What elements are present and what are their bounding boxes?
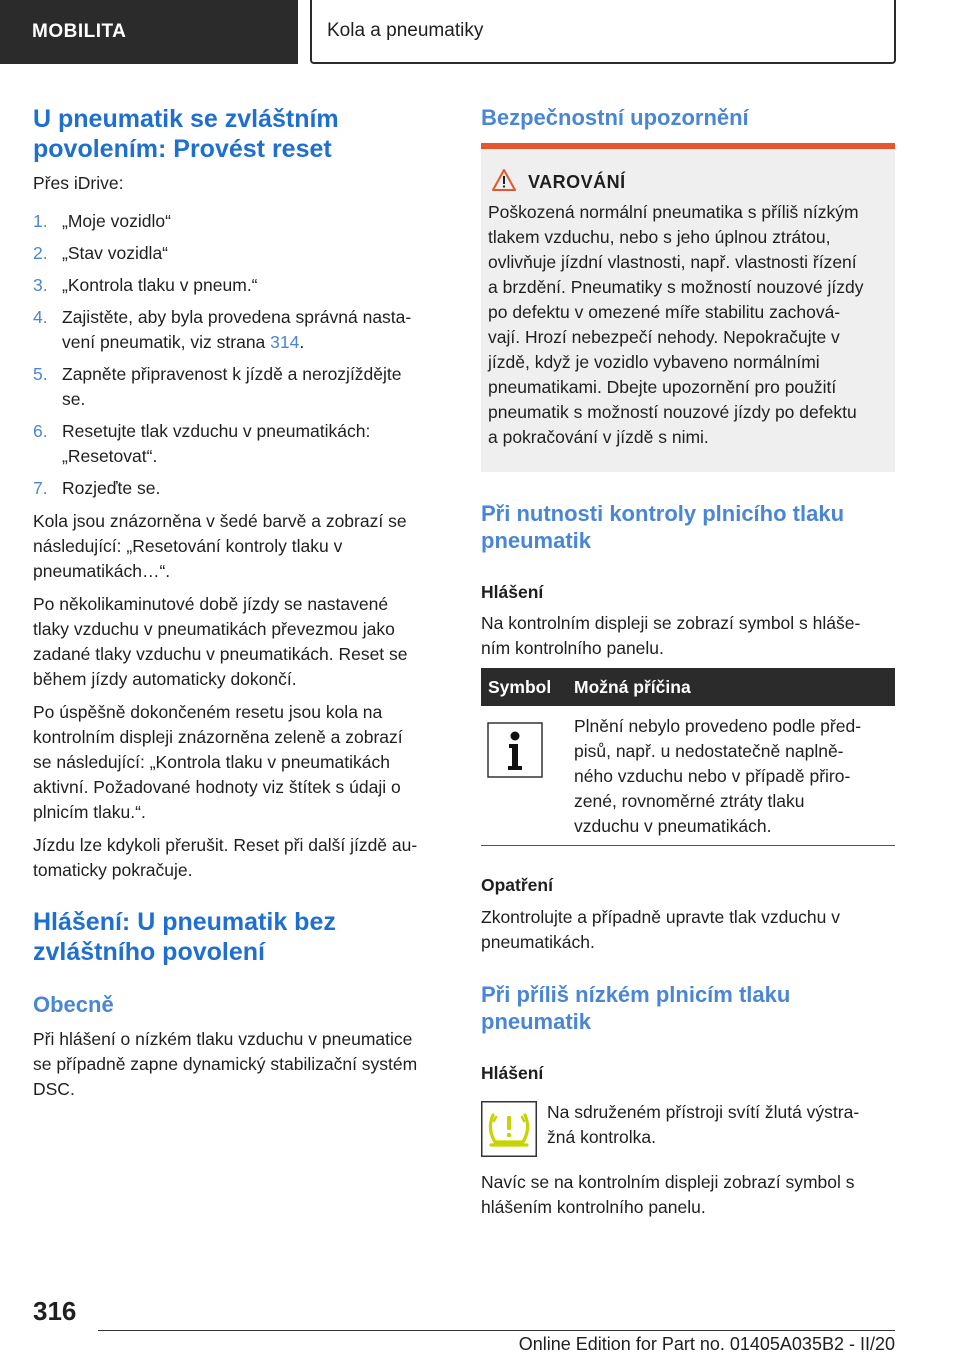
paragraph-grey-wheels: Kola jsou znázorněna v šedé barvě a zobrazí se následující: „Resetování kontroly tlaku v pneumatikách…“. xyxy=(33,511,407,581)
paragraph-success: Po úspěšně dokončeném resetu jsou kola na kontrolním displeji znázorněna zeleně a zobrazí se následující: „Kontrola tlaku v pneumatikách aktivní. Požadované hodnoty viz štítek s údaji o plnicím tlaku.“. xyxy=(33,702,403,822)
table-cause-text: Plnění nebylo provedeno podle před‐ pisů, např. u nedostatečně naplně‐ ného vzduchu nebo v případě přiro‐ zené, rovnoměrné ztráty tlaku vzduchu v pneumatikách. xyxy=(574,716,862,836)
step-2: 2. „Stav vozidla“ xyxy=(33,243,169,263)
footer-divider xyxy=(98,1330,895,1331)
reset-steps xyxy=(33,209,447,501)
footer-edition: Online Edition for Part no. 01405A035B2 - II/20 xyxy=(518,1334,895,1354)
warning-triangle-icon xyxy=(492,169,528,196)
heading-no-special: Hlášení: U pneumatik bez zvláštního povolení xyxy=(33,908,336,966)
chapter-tab xyxy=(310,0,896,64)
measure-text: Zkontrolujte a případně upravte tlak vzduchu v pneumatikách. xyxy=(481,907,840,952)
table-header xyxy=(481,668,895,706)
section-title: MOBILITA xyxy=(32,21,127,42)
heading-check-pressure: Při nutnosti kontroly plnicího tlaku pneumatik xyxy=(481,501,845,553)
message-label: Hlášení xyxy=(481,582,544,602)
info-icon xyxy=(487,765,543,782)
paragraph-dsc: Při hlášení o nízkém tlaku vzduchu v pneumatice se případně zapne dynamický stabilizační systém DSC. xyxy=(33,1029,418,1099)
paragraph-adoption: Po několikaminutové době jízdy se nastavené tlaky vzduchu v pneumatikách převezmou jako zadané tlaky vzduchu v pneumatikách. Reset se během jízdy automaticky dokončí. xyxy=(33,594,408,689)
column-header-cause: Možná příčina xyxy=(574,676,691,697)
section-tab xyxy=(0,0,298,64)
warning-text: Poškozená normální pneumatika s příliš nízkým tlakem vzduchu, nebo s jeho úplnou ztrátou, ovlivňuje jízdní vlastnosti, např. vlastnosti řízení a brzdění. Pneumatiky s možností nouzové jízdy po defektu v omezené míře stabilitu zachová‐ vají. Hrozí nebezpečí nehody. Nepokračujte v jízdě, když je vozidlo vybaveno normálními pneumatikami. Dbejte upozornění pro použití pneumatik s možností nouzové jízdy po defektu a pokračování v jízdě s nimi. xyxy=(488,202,864,447)
step-5: 5. Zapněte připravenost k jízdě a nerozjíždějte se. xyxy=(33,364,402,409)
paragraph-interrupt: Jízdu lze kdykoli přerušit. Reset při další jízdě au‐ tomaticky pokračuje. xyxy=(33,835,418,880)
lamp-text: Na sdruženém přístroji svítí žlutá výstra‐ žná kontrolka. xyxy=(547,1102,860,1147)
final-text: Navíc se na kontrolním displeji zobrazí symbol s hlášením kontrolního panelu. xyxy=(481,1172,855,1217)
warning-title-row xyxy=(488,169,888,196)
intro-text: Přes iDrive: xyxy=(33,173,124,193)
page-link-314[interactable]: 314 xyxy=(270,332,300,352)
step-4: 4. Zajistěte, aby byla provedena správná nasta‐ vení pneumatik, viz strana 314. xyxy=(33,307,412,352)
warning-title: VAROVÁNÍ xyxy=(528,172,626,192)
heading-general: Obecně xyxy=(33,992,114,1017)
message-text: Na kontrolním displeji se zobrazí symbol s hláše‐ ním kontrolního panelu. xyxy=(481,613,861,658)
step-6: 6. Resetujte tlak vzduchu v pneumatikách: „Resetovat“. xyxy=(33,421,371,466)
table-row xyxy=(481,706,895,846)
heading-low-pressure: Při příliš nízkém plnicím tlaku pneumatik xyxy=(481,982,791,1034)
warning-box xyxy=(481,143,895,472)
measure-label: Opatření xyxy=(481,875,553,895)
tire-pressure-warning-lamp-icon xyxy=(481,1101,537,1162)
step-1: 1. „Moje vozidlo“ xyxy=(33,211,171,231)
chapter-title: Kola a pneumatiky xyxy=(327,20,484,41)
symbol-table xyxy=(481,668,895,846)
step-7: 7. Rozjeďte se. xyxy=(33,478,161,498)
message-label-low: Hlášení xyxy=(481,1063,544,1083)
heading-reset: U pneumatik se zvláštním povolením: Provést reset xyxy=(33,105,339,163)
step-3: 3. „Kontrola tlaku v pneum.“ xyxy=(33,275,258,295)
column-header-symbol: Symbol xyxy=(488,676,552,697)
page-number: 316 xyxy=(33,1296,77,1326)
heading-safety: Bezpečnostní upozornění xyxy=(481,105,749,130)
